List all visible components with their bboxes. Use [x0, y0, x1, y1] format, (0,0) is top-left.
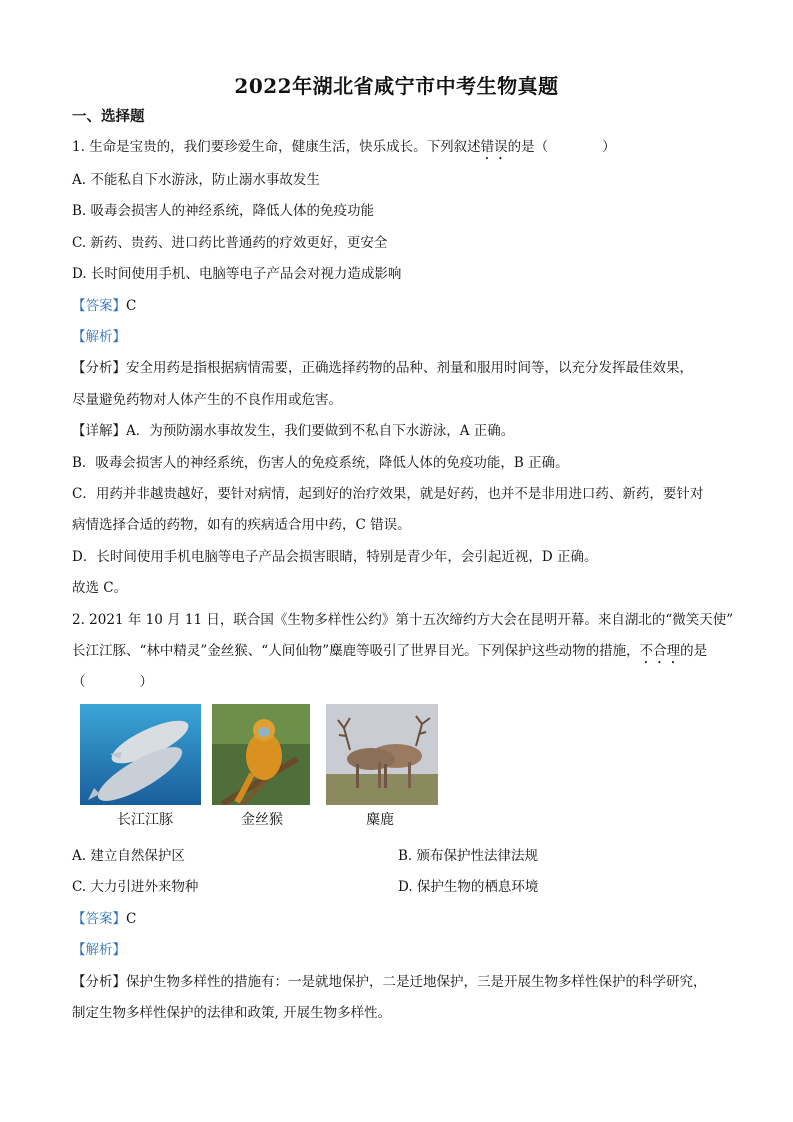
q1-option-b: B. 吸毒会损害人的神经系统，降低人体的免疫功能: [72, 203, 375, 219]
q1-stem-text: 1. 生命是宝贵的，我们要珍爱生命，健康生活，快乐成长。下列叙述: [72, 139, 481, 155]
fenxi-text: 安全用药是指根据病情需要，正确选择药物的品种、剂量和服用时间等，以充分发挥最佳效果，: [126, 360, 693, 376]
q2-stem-cont: [72, 641, 707, 667]
q1-analysis-label: 【解析】: [72, 329, 126, 345]
page-title: 2022年湖北省咸宁市中考生物真题: [234, 74, 559, 98]
q1-detail-a: [72, 421, 514, 441]
q1-fenxi-cont: 尽量避免药物对人体产生的不良作用或危害。: [72, 392, 342, 408]
q1-stem-emphasis: 错误: [480, 139, 508, 155]
golden-monkey-photo: [212, 704, 310, 805]
q2-option-a: A. 建立自然保护区: [72, 848, 185, 864]
fenxi-label: 【分析】: [72, 360, 126, 376]
caption-pere-davids-deer: 麋鹿: [366, 812, 394, 828]
q1-option-a: A. 不能私自下水游泳，防止溺水事故发生: [72, 172, 320, 188]
q1-option-d: D. 长时间使用手机、电脑等电子产品会对视力造成影响: [72, 266, 402, 282]
q2-fenxi: [72, 972, 707, 992]
caption-golden-monkey: 金丝猴: [241, 812, 283, 828]
q2-option-d: D. 保护生物的栖息环境: [398, 879, 539, 895]
q1-detail-d: D．长时间使用手机电脑等电子产品会损害眼睛，特别是青少年，会引起近视，D 正确。: [72, 549, 598, 565]
q2-stem-end: 的是: [680, 643, 708, 659]
pere-davids-deer-photo: [326, 704, 438, 805]
q1-detail-b: B．吸毒会损害人的神经系统，伤害人的免疫系统，降低人体的免疫功能，B 正确。: [72, 455, 569, 471]
q1-detail-c-cont: 病情选择合适的药物，如有的疾病适合用中药，C 错误。: [72, 517, 411, 533]
q2-analysis-label: 【解析】: [72, 942, 126, 958]
finless-porpoise-photo: [80, 704, 201, 805]
q2-stem-emphasis: 不合理: [639, 643, 681, 659]
q1-detail-c: C．用药并非越贵越好，要针对病情，起到好的治疗效果，就是好药，也并不是非用进口药、新药，要针对: [72, 486, 704, 502]
q2-fenxi-cont: 制定生物多样性保护的法律和政策, 开展生物多样性。: [72, 1005, 392, 1021]
q2-stem-text: 长江江豚、“林中精灵”金丝猴、“人间仙物”麋鹿等吸引了世界目光。下列保护这些动物的措施，: [72, 643, 640, 659]
section-heading: 一、选择题: [72, 108, 145, 125]
answer-value: C: [126, 298, 137, 314]
fenxi-label: 【分析】: [72, 974, 126, 990]
q2-stem: 2. 2021 年 10 月 11 日，联合国《生物多样性公约》第十五次缔约方大会在昆明开幕。来自湖北的“微笑天使”: [72, 612, 734, 628]
detail-a-text: A．为预防溺水事故发生，我们要做到不私自下水游泳，A 正确。: [126, 423, 515, 439]
detail-label: 【详解】: [72, 423, 126, 439]
q1-answer: [72, 296, 136, 316]
answer-label: 【答案】: [72, 911, 126, 927]
caption-finless-porpoise: 长江江豚: [117, 812, 173, 828]
q1-conclusion: 故选 C。: [72, 580, 128, 596]
q1-option-c: C. 新药、贵药、进口药比普通药的疗效更好，更安全: [72, 235, 388, 251]
q2-answer: [72, 909, 136, 929]
answer-value: C: [126, 911, 137, 927]
answer-label: 【答案】: [72, 298, 126, 314]
q2-stem-blank: （ ）: [72, 674, 153, 690]
fenxi-text: 保护生物多样性的措施有：一是就地保护，二是迁地保护，三是开展生物多样性保护的科学研究，: [126, 974, 707, 990]
q1-fenxi: [72, 358, 693, 378]
q1-stem-end: 的是（ ）: [507, 139, 616, 155]
q2-option-c: C. 大力引进外来物种: [72, 879, 199, 895]
q2-option-b: B. 颁布保护性法律法规: [398, 848, 539, 864]
q1-stem: [72, 137, 616, 163]
